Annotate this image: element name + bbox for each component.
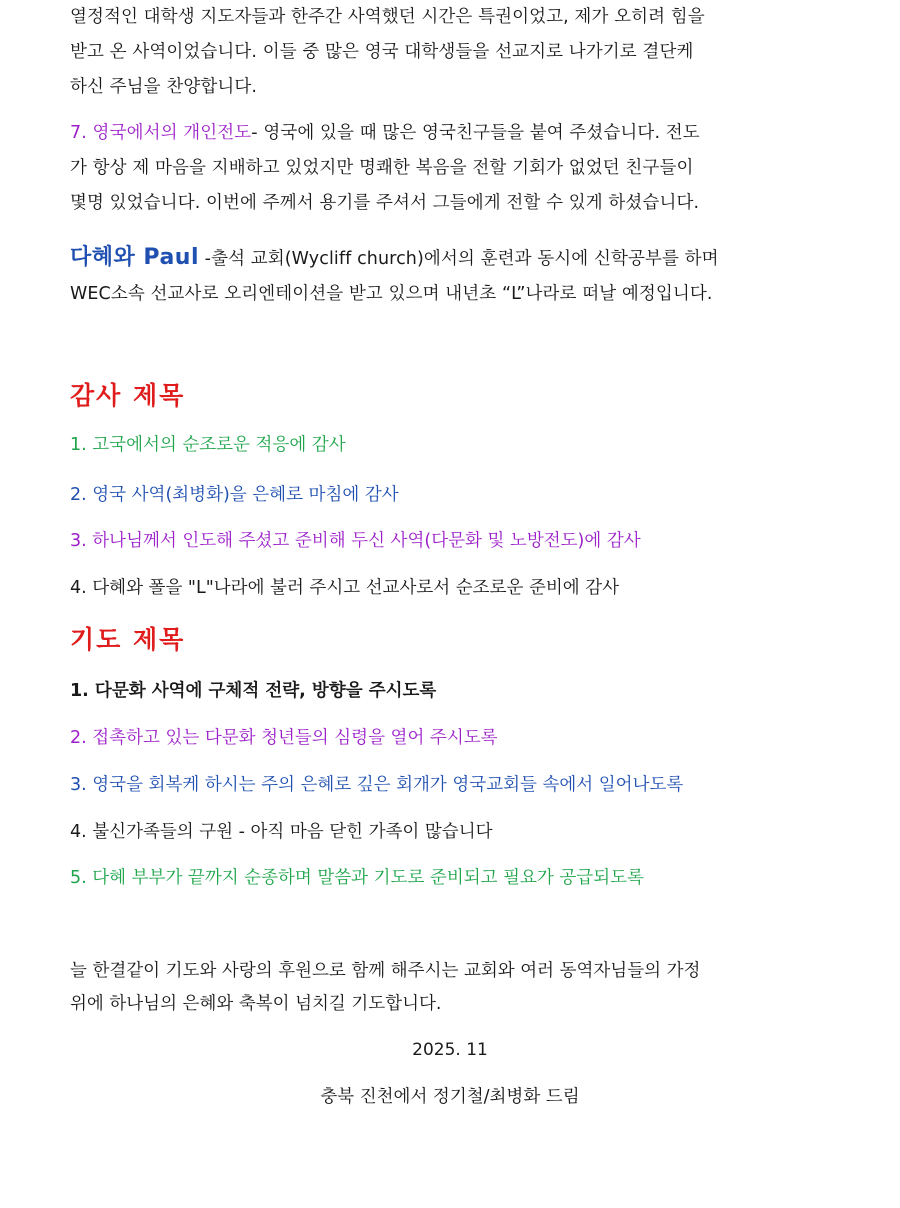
letter-date: 2025. 11 — [412, 1040, 488, 1060]
thanks-item-2: 2. 영국 사역(최병화)을 은혜로 마침에 감사 — [70, 485, 399, 505]
evangelism-line-1-text: - 영국에 있을 때 많은 영국친구들을 붙여 주셨습니다. 전도 — [251, 123, 700, 143]
thanks-item-4: 4. 다혜와 폴을 "L"나라에 불러 주시고 선교사로서 순조로운 준비에 감사 — [70, 578, 620, 598]
family-line-1 — [70, 240, 840, 277]
prayer-item-2: 2. 접촉하고 있는 다문화 청년들의 심령을 열어 주시도록 — [70, 728, 498, 748]
thanks-item-3: 3. 하나님께서 인도해 주셨고 준비해 두신 사역(다문화 및 노방전도)에 감사 — [70, 531, 641, 551]
family-line-1-text: -출석 교회(Wycliff church)에서의 훈련과 동시에 신학공부를 하며 — [199, 249, 719, 269]
signature: 충북 진천에서 정기철/최병화 드림 — [320, 1087, 580, 1107]
thanks-title: 감사 제목 — [70, 381, 186, 410]
family-paragraph — [70, 240, 840, 312]
prayer-item-3: 3. 영국을 회복케 하시는 주의 은혜로 깊은 회개가 영국교회들 속에서 일어나도록 — [70, 775, 684, 795]
prayer-title: 기도 제목 — [70, 625, 186, 654]
closing-line-2: 위에 하나님의 은혜와 축복이 넘치길 기도합니다. — [70, 994, 442, 1014]
evangelism-heading: 7. 영국에서의 개인전도 — [70, 123, 252, 143]
family-name: 다혜와 Paul — [70, 245, 199, 270]
evangelism-line-3: 몇명 있었습니다. 이번에 주께서 용기를 주셔서 그들에게 전할 수 있게 하셨습니다. — [70, 193, 700, 213]
prayer-item-1: 1. 다문화 사역에 구체적 전략, 방향을 주시도록 — [70, 681, 437, 701]
intro-paragraph — [70, 0, 840, 105]
intro-line-1: 열정적인 대학생 지도자들과 한주간 사역했던 시간은 특권이었고, 제가 오히려 힘을 — [70, 7, 705, 27]
prayer-item-4: 4. 불신가족들의 구원 - 아직 마음 닫힌 가족이 많습니다 — [70, 822, 493, 842]
intro-line-2: 받고 온 사역이었습니다. 이들 중 많은 영국 대학생들을 선교지로 나가기로 결단케 — [70, 42, 694, 62]
prayer-item-5: 5. 다혜 부부가 끝까지 순종하며 말씀과 기도로 준비되고 필요가 공급되도록 — [70, 868, 644, 888]
thanks-item-1: 1. 고국에서의 순조로운 적응에 감사 — [70, 435, 346, 455]
intro-line-3: 하신 주님을 찬양합니다. — [70, 77, 258, 97]
evangelism-line-1 — [70, 116, 840, 151]
evangelism-line-2: 가 항상 제 마음을 지배하고 있었지만 명쾌한 복음을 전할 기회가 없었던 친구들이 — [70, 158, 694, 178]
family-line-2: WEC소속 선교사로 오리엔테이션을 받고 있으며 내년초 “L”나라로 떠날 예정입니다. — [70, 284, 713, 304]
closing-line-1: 늘 한결같이 기도와 사랑의 후원으로 함께 해주시는 교회와 여러 동역자님들의 가정 — [70, 961, 701, 981]
closing-paragraph — [70, 955, 840, 1021]
evangelism-paragraph — [70, 116, 840, 221]
